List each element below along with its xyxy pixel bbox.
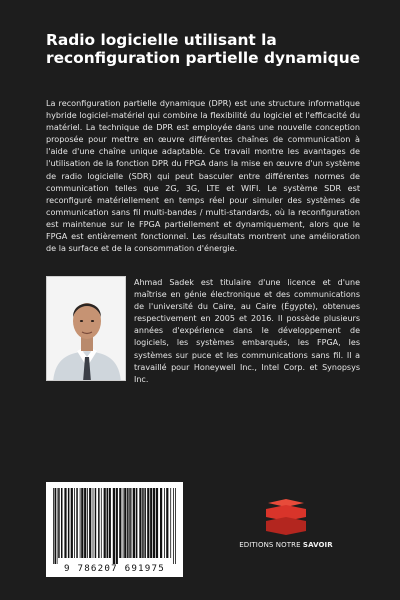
barcode-bar (84, 488, 86, 558)
barcode-bar (76, 488, 78, 558)
barcode-bar (132, 488, 133, 558)
book-stack (266, 499, 306, 535)
barcode-bar (150, 488, 152, 558)
barcode-bar (142, 488, 144, 558)
barcode-bar (64, 488, 66, 558)
publisher-prefix: EDITIONS NOTRE (239, 541, 303, 549)
barcode-bar (58, 488, 60, 558)
barcode-bar (74, 488, 75, 558)
barcode-bar (139, 488, 141, 558)
author-bio: Ahmad Sadek est titulaire d'une licence et d'une maîtrise en génie électronique et des communications de l'université du Caire, au Caire (Égypte), obtenues respectivement en 2005 et 2016. Il possède plusieurs années d'expérience dans le développement de logiciels, les systèmes embarqués, les FPGA, les systèmes sur puce et les communications sans fil. Il a travaillé pour Honeywell Inc., Intel Corp. et Synopsys Inc. (134, 278, 360, 384)
barcode-bar (80, 488, 81, 558)
publisher-emphasis: SAVOIR (302, 541, 333, 549)
stacked-books-icon (236, 497, 336, 541)
barcode-bar (101, 488, 102, 558)
barcode-bar (98, 488, 100, 558)
barcode-bar (129, 488, 131, 558)
barcode-bar (156, 488, 158, 558)
barcode-bar (127, 488, 129, 558)
author-photo (46, 276, 126, 381)
author-portrait-icon (47, 277, 126, 381)
barcode-bar (95, 488, 97, 558)
barcode-bar (147, 488, 149, 558)
barcode-bar (153, 488, 155, 558)
barcode-bars (46, 486, 183, 566)
barcode-bar (123, 488, 124, 558)
book-summary: La reconfiguration partielle dynamique (DPR) est une structure informatique hybride logiciel-matériel qui combine la flexibilité du logiciel et l'efficacité du matériel. La technique de DPR est employée dans une nouvelle conception proposée pour mettre en œuvre différentes chaînes de communication à l'aide d'une chaîne unique adaptable. Ce travail montre les avantages de l'utilisation de la fonction DPR du FPGA dans la mise en œuvre d'un système de radio logicielle (SDR) qui peut basculer entre différentes normes de communication telles que 2G, 3G, LTE et WIFI. Le système SDR est reconfiguré matériellement en temps réel pour simuler des systèmes de communication sans fil multi-bandes / multi-standards, où la reconfiguration est maintenue sur le FPGA partiellement et dynamiquement, alors que le FPGA est entièrement fonctionnel. Les résultats montrent une amélioration de la surface et de la consommation d'énergie. (46, 98, 360, 254)
isbn-digits: 9 786207 691975 (64, 563, 165, 574)
barcode-bar (81, 488, 83, 558)
barcode-bar (136, 488, 138, 558)
barcode-bar (104, 488, 106, 558)
book-bottom (266, 517, 306, 535)
barcode-bar (53, 488, 54, 564)
barcode-bar (109, 488, 111, 558)
barcode-bar (55, 488, 57, 564)
barcode-bar (89, 488, 91, 558)
barcode-bar (124, 488, 126, 558)
barcode-bar (144, 488, 146, 558)
barcode-bar (68, 488, 70, 558)
barcode-bar (133, 488, 135, 558)
barcode-bar (119, 488, 121, 558)
barcode-bar (170, 488, 171, 558)
barcode-bar (166, 488, 168, 558)
barcode-bar (87, 488, 88, 558)
barcode-bar (116, 488, 118, 564)
barcode-bar (113, 488, 115, 564)
publisher-name (234, 541, 338, 549)
book-title: Radio logicielle utilisant la reconfiguration partielle dynamique (46, 31, 361, 67)
barcode-bar (173, 488, 174, 564)
barcode-bar (160, 488, 162, 558)
barcode-bar (164, 488, 165, 558)
barcode (46, 482, 183, 577)
barcode-bar (61, 488, 63, 558)
barcode-bar (57, 488, 58, 564)
barcode-bar (107, 488, 109, 558)
barcode-bar (93, 488, 94, 558)
barcode-bar (175, 488, 176, 564)
barcode-bar (71, 488, 73, 558)
